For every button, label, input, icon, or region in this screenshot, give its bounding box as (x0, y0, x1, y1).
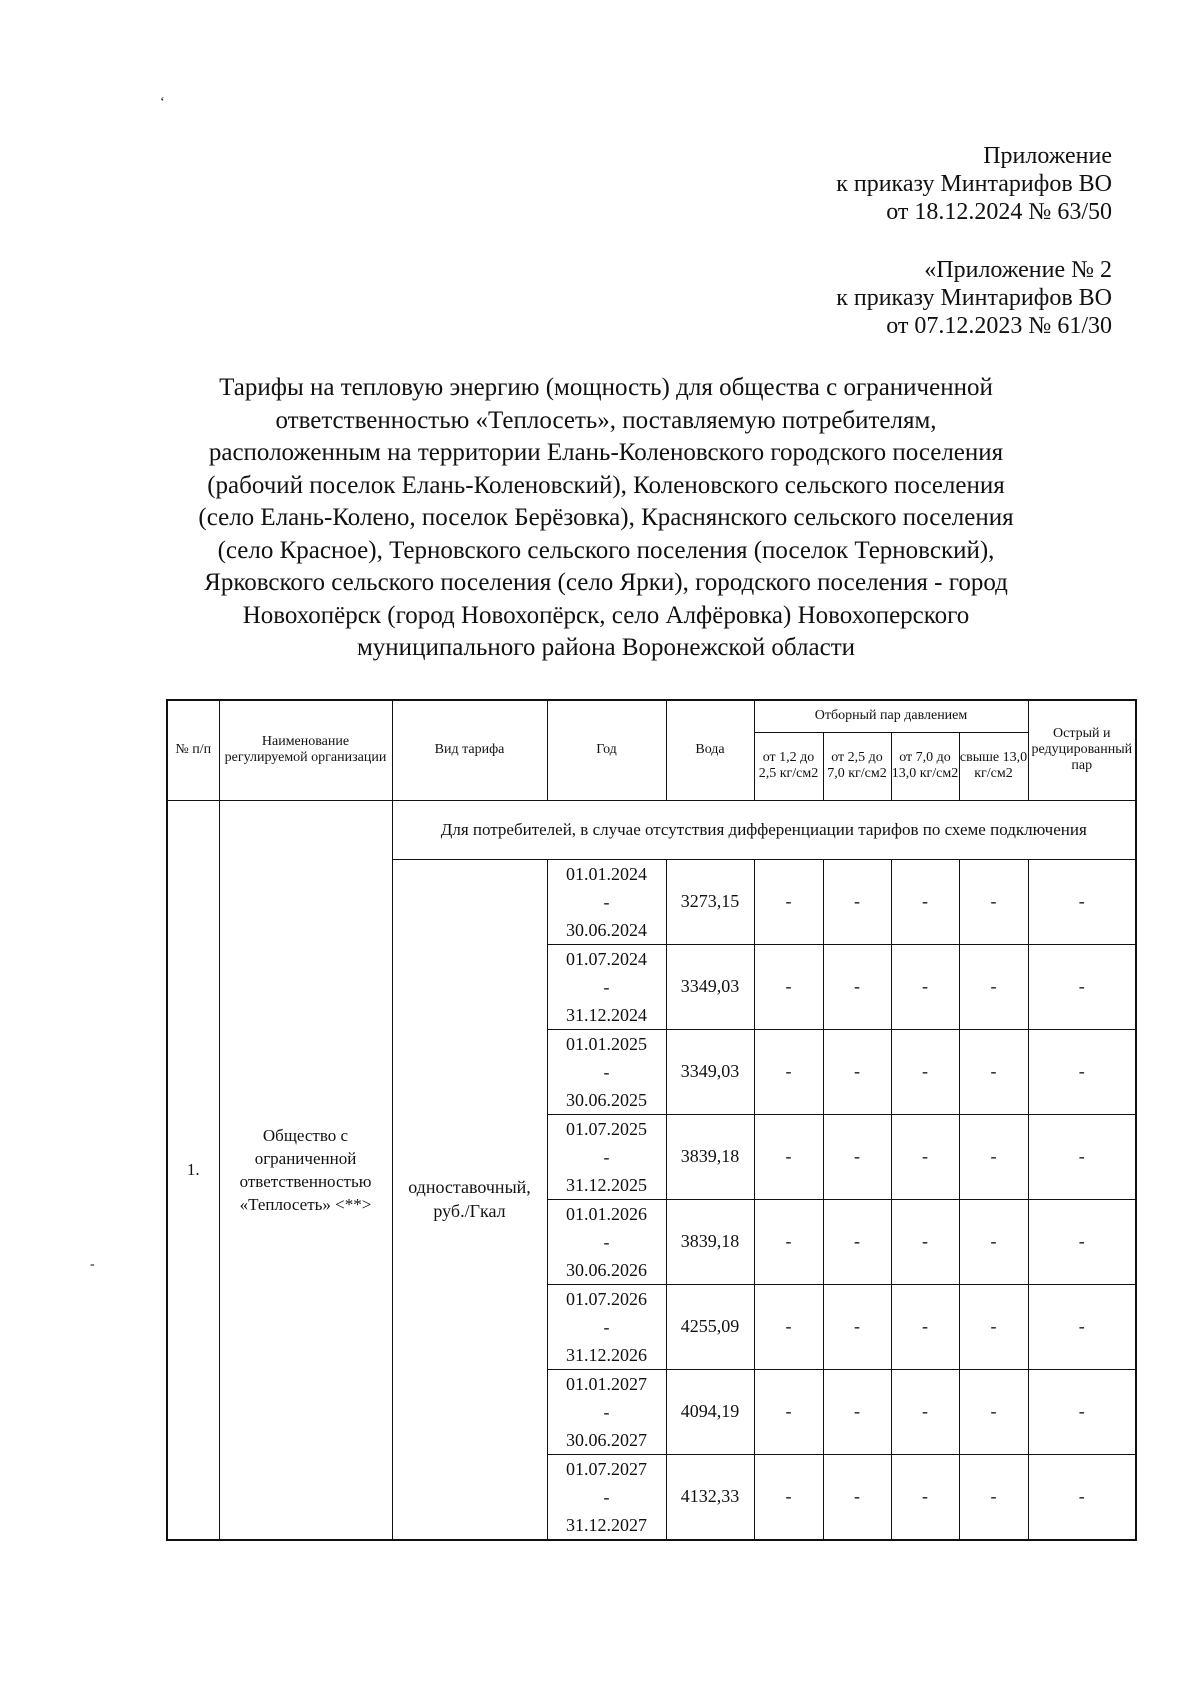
empty-tariff-dash: - (891, 1454, 959, 1540)
empty-tariff-dash: - (823, 1454, 891, 1540)
original-appendix-header (836, 256, 1112, 340)
period-from: 01.01.2027 (566, 1373, 647, 1394)
empty-tariff-dash: - (959, 1284, 1028, 1369)
title-line: Тарифы на тепловую энергию (мощность) для общества с ограниченной (219, 374, 993, 401)
empty-tariff-dash: - (1028, 1284, 1136, 1369)
col-header-steam-group: Отборный пар давлением (754, 700, 1028, 732)
empty-tariff-dash: - (823, 1284, 891, 1369)
empty-tariff-dash: - (754, 1029, 823, 1114)
empty-tariff-dash: - (1028, 1029, 1136, 1114)
title-line: (рабочий поселок Елань-Коленовский), Коленовского сельского поселения (207, 471, 1005, 499)
tariff-table (166, 699, 1137, 1541)
title-line: (село Елань-Колено, поселок Берёзовка), Краснянского сельского поселения (198, 504, 1014, 531)
empty-tariff-dash: - (1028, 1454, 1136, 1540)
period-cell (547, 1029, 666, 1114)
period-cell (547, 944, 666, 1029)
period-sep: - (603, 1486, 610, 1507)
period-from: 01.01.2026 (566, 1203, 647, 1224)
appendix-order-ref: к приказу Минтарифов ВО (836, 171, 1112, 197)
col-header-organization: Наименование регулируемой организации (219, 700, 392, 800)
water-tariff: 4094,19 (666, 1369, 754, 1454)
empty-tariff-dash: - (754, 1454, 823, 1540)
appendix-label: Приложение (983, 143, 1112, 169)
empty-tariff-dash: - (754, 1199, 823, 1284)
title-line: Ярковского сельского поселения (село Ярки), городского поселения - город (204, 569, 1008, 596)
period-from: 01.07.2025 (566, 1118, 647, 1139)
empty-tariff-dash: - (959, 1369, 1028, 1454)
empty-tariff-dash: - (1028, 859, 1136, 944)
water-tariff: 3349,03 (666, 944, 754, 1029)
title-line: муниципального района Воронежской области (356, 634, 855, 661)
period-from: 01.01.2025 (566, 1033, 647, 1054)
empty-tariff-dash: - (891, 1114, 959, 1199)
empty-tariff-dash: - (823, 1199, 891, 1284)
title-line: Новохопёрск (город Новохопёрск, село Алфёровка) Новохоперского (242, 601, 970, 629)
period-cell (547, 1369, 666, 1454)
empty-tariff-dash: - (1028, 944, 1136, 1029)
period-cell (547, 859, 666, 944)
period-sep: - (603, 1061, 610, 1082)
scan-mark-dash: - (90, 1257, 95, 1272)
water-tariff: 3273,15 (666, 859, 754, 944)
col-header-year: Год (547, 700, 666, 800)
empty-tariff-dash: - (891, 1199, 959, 1284)
empty-tariff-dash: - (891, 859, 959, 944)
empty-tariff-dash: - (891, 944, 959, 1029)
original-appendix-label: «Приложение № 2 (924, 257, 1112, 283)
empty-tariff-dash: - (959, 1029, 1028, 1114)
title-line: расположенным на территории Елань-Коленовского городского поселения (208, 439, 1004, 466)
col-header-pressure-1: от 1,2 до 2,5 кг/см2 (754, 732, 823, 800)
water-tariff: 4132,33 (666, 1454, 754, 1540)
empty-tariff-dash: - (823, 1114, 891, 1199)
empty-tariff-dash: - (754, 944, 823, 1029)
empty-tariff-dash: - (959, 1199, 1028, 1284)
period-cell (547, 1114, 666, 1199)
period-from: 01.07.2026 (566, 1288, 647, 1309)
water-tariff: 3839,18 (666, 1199, 754, 1284)
empty-tariff-dash: - (1028, 1199, 1136, 1284)
period-cell (547, 1454, 666, 1540)
water-tariff: 3349,03 (666, 1029, 754, 1114)
appendix-order-date: от 18.12.2024 № 63/50 (886, 199, 1112, 225)
empty-tariff-dash: - (823, 1369, 891, 1454)
col-header-number: № п/п (167, 700, 219, 800)
period-to: 31.12.2024 (566, 1004, 647, 1025)
empty-tariff-dash: - (1028, 1114, 1136, 1199)
tariff-table-body (167, 800, 1136, 1540)
empty-tariff-dash: - (959, 1114, 1028, 1199)
period-sep: - (603, 1316, 610, 1337)
empty-tariff-dash: - (959, 859, 1028, 944)
original-appendix-order-date: от 07.12.2023 № 61/30 (886, 313, 1112, 339)
title-line: ответственностью «Теплосеть», поставляемую потребителям, (275, 406, 937, 434)
title-line: (село Красное), Терновского сельского поселения (поселок Терновский), (217, 536, 995, 564)
period-to: 30.06.2024 (566, 919, 647, 940)
period-sep: - (603, 1401, 610, 1422)
period-sep: - (603, 891, 610, 912)
period-from: 01.01.2024 (566, 863, 647, 884)
consumer-note: Для потребителей, в случае отсутствия дифференциации тарифов по схеме подключения (392, 800, 1136, 859)
period-sep: - (603, 1146, 610, 1167)
empty-tariff-dash: - (959, 1454, 1028, 1540)
period-from: 01.07.2027 (566, 1458, 647, 1479)
empty-tariff-dash: - (823, 944, 891, 1029)
empty-tariff-dash: - (823, 1029, 891, 1114)
empty-tariff-dash: - (823, 859, 891, 944)
period-to: 31.12.2027 (566, 1514, 647, 1535)
col-header-pressure-3: от 7,0 до 13,0 кг/см2 (891, 732, 959, 800)
period-to: 30.06.2026 (566, 1259, 647, 1280)
scan-mark-comma: ‘ (160, 95, 165, 110)
row-number: 1. (167, 800, 219, 1540)
period-sep: - (603, 976, 610, 997)
empty-tariff-dash: - (891, 1369, 959, 1454)
col-header-sharp-steam: Острый и редуцированный пар (1028, 700, 1136, 800)
empty-tariff-dash: - (891, 1029, 959, 1114)
document-title (150, 372, 1062, 665)
empty-tariff-dash: - (754, 1284, 823, 1369)
empty-tariff-dash: - (754, 859, 823, 944)
empty-tariff-dash: - (754, 1369, 823, 1454)
col-header-water: Вода (666, 700, 754, 800)
water-tariff: 3839,18 (666, 1114, 754, 1199)
period-to: 30.06.2027 (566, 1429, 647, 1450)
water-tariff: 4255,09 (666, 1284, 754, 1369)
col-header-pressure-2: от 2,5 до 7,0 кг/см2 (823, 732, 891, 800)
period-sep: - (603, 1231, 610, 1252)
period-to: 31.12.2025 (566, 1174, 647, 1195)
period-to: 30.06.2025 (566, 1089, 647, 1110)
col-header-tariff-type: Вид тарифа (392, 700, 547, 800)
appendix-header (836, 142, 1112, 226)
organization-name: Общество с ограниченной ответственностью «Теплосеть» <**> (219, 800, 392, 1540)
empty-tariff-dash: - (1028, 1369, 1136, 1454)
col-header-pressure-4: свыше 13,0 кг/см2 (959, 732, 1028, 800)
tariff-type: одноставочный, руб./Гкал (392, 859, 547, 1540)
period-to: 31.12.2026 (566, 1344, 647, 1365)
period-cell (547, 1284, 666, 1369)
empty-tariff-dash: - (891, 1284, 959, 1369)
period-from: 01.07.2024 (566, 948, 647, 969)
empty-tariff-dash: - (754, 1114, 823, 1199)
period-cell (547, 1199, 666, 1284)
original-appendix-order-ref: к приказу Минтарифов ВО (836, 285, 1112, 311)
empty-tariff-dash: - (959, 944, 1028, 1029)
